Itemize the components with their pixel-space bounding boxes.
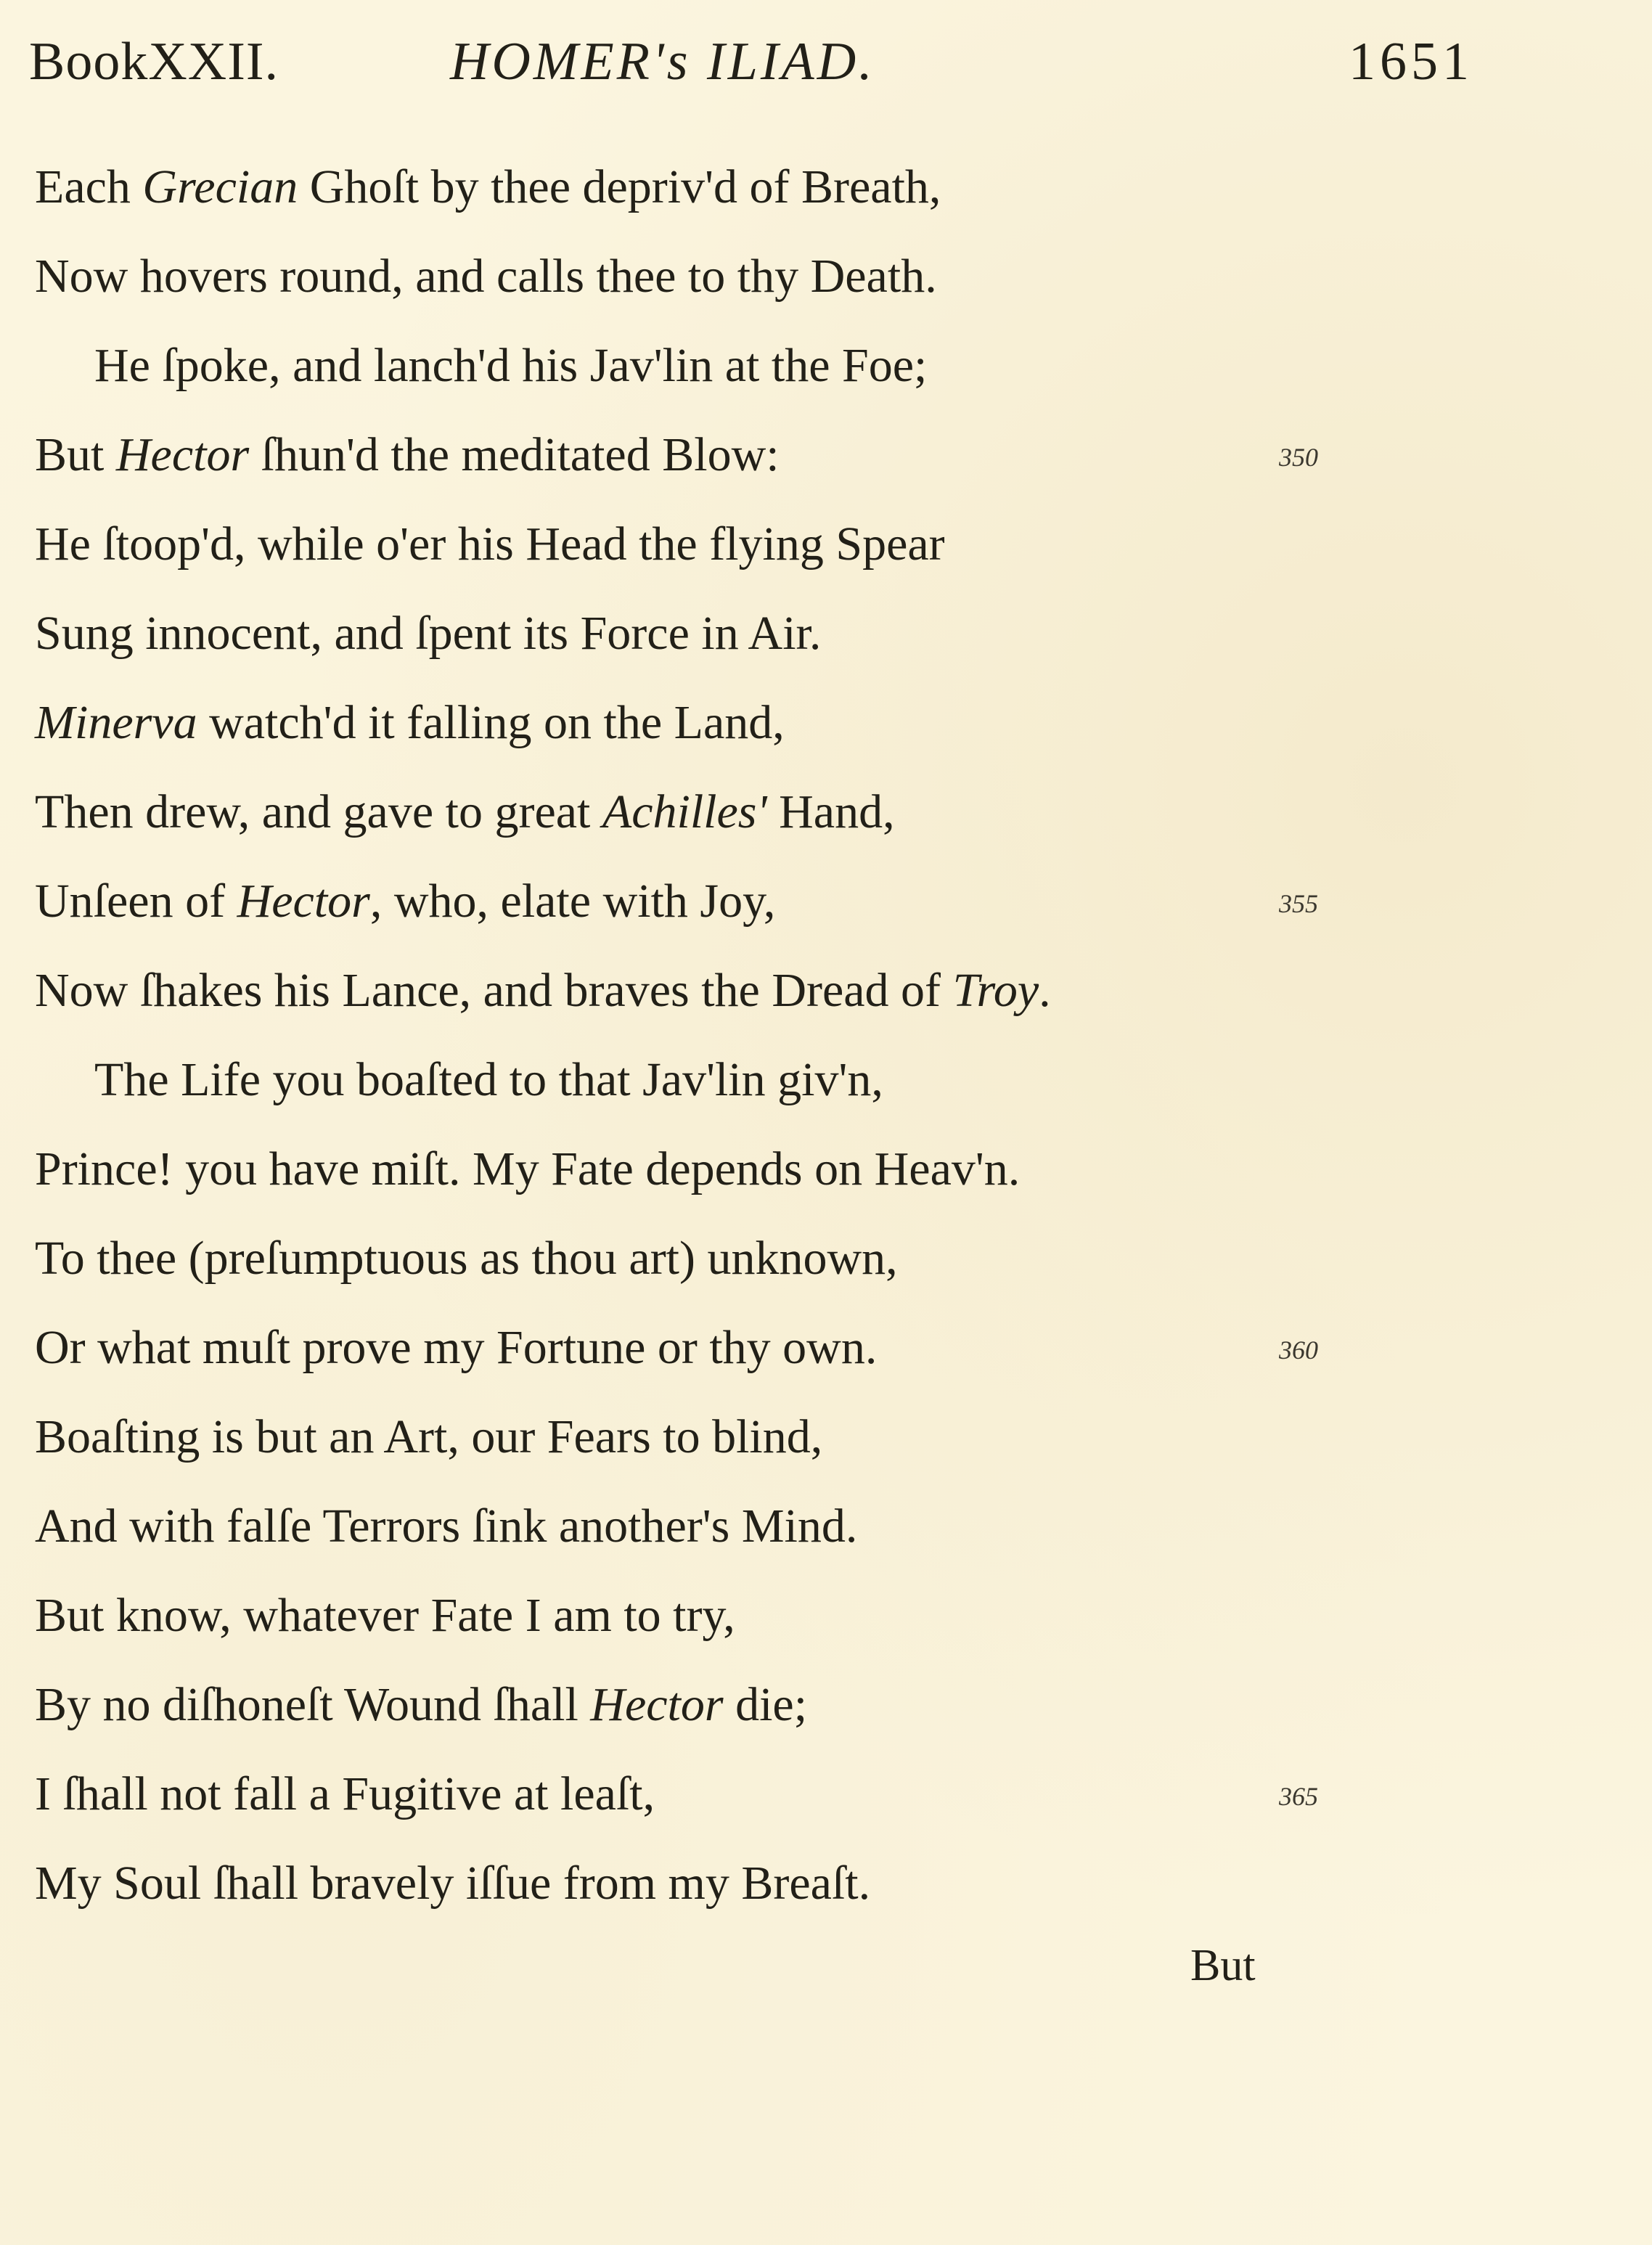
line-number: 350 <box>1279 443 1318 472</box>
verse-text: , who, elate with Joy, <box>369 875 776 928</box>
verse-text: My Soul ſhall bravely iſſue from my Breaſt. <box>35 1857 871 1910</box>
verse-line <box>0 1839 1652 1928</box>
verse-text: But <box>35 428 116 481</box>
line-number: 365 <box>1279 1782 1318 1811</box>
verse-text: And with falſe Terrors ſink another's Mind. <box>35 1500 858 1553</box>
verse-line-text <box>94 321 927 410</box>
verse-line-text <box>35 232 937 321</box>
verse-text: He ſtoop'd, while o'er his Head the flying Spear <box>35 518 945 571</box>
verse-line <box>0 767 1652 856</box>
verse-line <box>0 321 1652 410</box>
verse-text: The Life you boaſted to that Jav'lin giv'n, <box>94 1053 883 1106</box>
verse-text: Boaſting is but an Art, our Fears to blind, <box>35 1410 823 1463</box>
verse-text: . <box>1039 964 1051 1017</box>
verse-text: I ſhall not fall a Fugitive at leaſt, <box>35 1767 655 1820</box>
line-number: 360 <box>1279 1336 1318 1365</box>
verse-line-text <box>35 589 821 678</box>
verse-line-text <box>35 1660 807 1749</box>
verse-line-text <box>35 767 895 856</box>
verse-line-text <box>35 1303 877 1392</box>
verse-text: To thee (preſumptuous as thou art) unknown, <box>35 1232 898 1285</box>
page-number: 1651 <box>1349 32 1473 91</box>
verse-text: Each <box>35 160 143 213</box>
verse-line-text <box>35 499 945 589</box>
italic-name: Grecian <box>142 160 298 213</box>
verse-line-text <box>35 1214 898 1303</box>
verse-text: Then drew, and gave to great <box>35 785 602 838</box>
verse-text: He ſpoke, and lanch'd his Jav'lin at the Foe; <box>94 339 928 392</box>
verse-line <box>0 678 1652 767</box>
verse-text: By no diſhoneſt Wound ſhall <box>35 1678 591 1731</box>
verse-line-text <box>35 142 941 232</box>
verse-line-text <box>35 1124 1020 1214</box>
verse-text: Now hovers round, and calls thee to thy Death. <box>35 250 937 303</box>
verse-line <box>0 232 1652 321</box>
verse-text: Sung innocent, and ſpent its Force in Air. <box>35 607 822 660</box>
verse-line <box>0 1571 1652 1660</box>
verse-text: watch'd it falling on the Land, <box>197 696 785 749</box>
verse-line-text <box>35 1571 735 1660</box>
verse-line <box>0 499 1652 589</box>
verse-line-text <box>35 1839 870 1928</box>
verse-line <box>0 1303 1652 1392</box>
verse-line <box>0 856 1652 946</box>
italic-name: Achilles' <box>602 785 767 838</box>
work-title: HOMER's ILIAD. <box>450 32 875 91</box>
verse-line-text <box>35 1749 655 1839</box>
verse-line-text <box>35 1392 822 1481</box>
verse-line <box>0 1749 1652 1839</box>
verse-line <box>0 1392 1652 1481</box>
verse-text: Now ſhakes his Lance, and braves the Dread of <box>35 964 953 1017</box>
verse-text: But know, whatever Fate I am to try, <box>35 1589 735 1642</box>
verse-block <box>0 142 1652 1928</box>
verse-line <box>0 1124 1652 1214</box>
verse-text: die; <box>723 1678 808 1731</box>
verse-text: Ghoſt by thee depriv'd of Breath, <box>298 160 941 213</box>
verse-line-text <box>35 1481 857 1571</box>
verse-text: Prince! you have miſt. My Fate depends on Heav'n. <box>35 1142 1021 1195</box>
line-number: 355 <box>1279 889 1318 918</box>
verse-text: Or what muſt prove my Fortune or thy own. <box>35 1321 878 1374</box>
verse-line <box>0 1214 1652 1303</box>
verse-line <box>0 1035 1652 1124</box>
verse-text: ſhun'd the meditated Blow: <box>249 428 780 481</box>
italic-name: Hector <box>237 875 370 928</box>
verse-text: Hand, <box>766 785 895 838</box>
catchword: But <box>1190 1941 1256 1990</box>
verse-line-text <box>35 678 785 767</box>
verse-line <box>0 410 1652 499</box>
running-head <box>29 22 1473 102</box>
italic-name: Troy <box>952 964 1039 1017</box>
verse-line <box>0 142 1652 232</box>
italic-name: Hector <box>590 1678 724 1731</box>
verse-line-text <box>35 410 780 499</box>
verse-line <box>0 1660 1652 1749</box>
verse-text: Unſeen of <box>35 875 237 928</box>
verse-line <box>0 946 1652 1035</box>
verse-line <box>0 1481 1652 1571</box>
verse-line-text <box>35 856 775 946</box>
verse-line-text <box>35 946 1051 1035</box>
italic-name: Hector <box>115 428 250 481</box>
book-number: BookXXII. <box>29 32 279 91</box>
verse-line-text <box>94 1035 883 1124</box>
verse-line <box>0 589 1652 678</box>
italic-name: Minerva <box>35 696 197 749</box>
